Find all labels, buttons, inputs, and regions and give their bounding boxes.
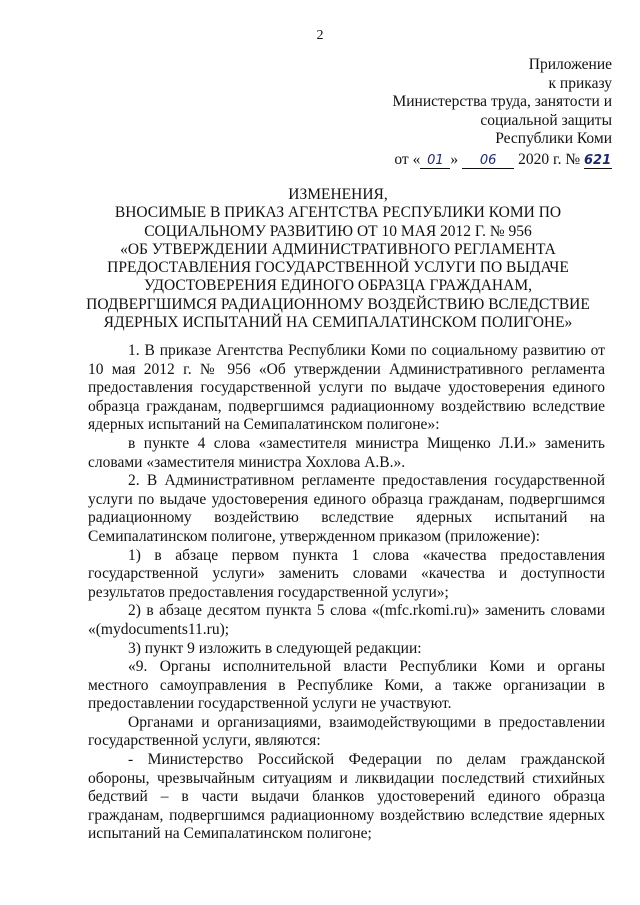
order-number-handwritten: 621 xyxy=(584,152,612,168)
title-line: ПРЕДОСТАВЛЕНИЯ ГОСУДАРСТВЕННОЙ УСЛУГИ ПО ВЫДАЧЕ xyxy=(107,259,569,277)
title-line: ЯДЕРНЫХ ИСПЫТАНИЙ НА СЕМИПАЛАТИНСКОМ ПОЛИГОНЕ» xyxy=(103,314,573,332)
order-year: 2020 г. № xyxy=(518,150,581,168)
title-line: УДОСТОВЕРЕНИЯ ЕДИНОГО ОБРАЗЦА ГРАЖДАНАМ, xyxy=(144,277,532,295)
appendix-block xyxy=(352,56,612,169)
title-line: ИЗМЕНЕНИЯ, xyxy=(288,186,388,203)
order-prefix: от « xyxy=(394,150,421,168)
body-paragraph: 1. В приказе Агентства Республики Коми по социальному развитию от 10 мая 2012 г. № 956 «Об утверждении Административного регламента предоставления государственной услуги по выдаче удостоверения единого образца гражданам, подвергшимся радиационному воздействию вследствие ядерных испытаний на Семипалатинском полигоне»: xyxy=(88,342,605,434)
page-number: 2 xyxy=(316,28,324,43)
order-date-line xyxy=(352,151,612,170)
order-mid: » xyxy=(450,150,459,168)
document-title xyxy=(78,186,598,332)
appendix-line: социальной защиты xyxy=(480,111,612,129)
body-paragraph: - Министерство Российской Федерации по делам гражданской обороны, чрезвычайным ситуациям и ликвидации последствий стихийных бедствий – в части выдачи бланков удостоверений единого образца гражданам, подвергшимся радиационному воздействию вследствие ядерных испытаний на Семипалатинском полигоне; xyxy=(88,751,605,843)
title-line: ВНОСИМЫЕ В ПРИКАЗ АГЕНТСТВА РЕСПУБЛИКИ КОМИ ПО xyxy=(114,204,562,222)
title-line: СОЦИАЛЬНОМУ РАЗВИТИЮ ОТ 10 МАЯ 2012 Г. № 956 xyxy=(144,222,532,240)
body-paragraph: 1) в абзаце первом пункта 1 слова «качества предоставления государственной услуги» заменить словами «качества и доступности результатов предоставления государственной услуги»; xyxy=(88,546,605,601)
appendix-line: к приказу xyxy=(548,74,612,92)
body-paragraph: 2) в абзаце десятом пункта 5 слова «(mfc.rkomi.ru)» заменить словами «(mydocuments11.ru); xyxy=(88,602,605,638)
title-line: «ОБ УТВЕРЖДЕНИИ АДМИНИСТРАТИВНОГО РЕГЛАМЕНТА xyxy=(120,240,556,258)
body-paragraph: «9. Органы исполнительной власти Республики Коми и органы местного самоуправления в Республике Коми, а также организации в предоставлении государственной услуги не участвуют. xyxy=(88,658,605,713)
body-paragraph: в пункте 4 слова «заместителя министра Мищенко Л.И.» заменить словами «заместителя министра Хохлова А.В.». xyxy=(88,434,605,471)
appendix-line: Приложение xyxy=(528,56,612,73)
body-paragraph: 3) пункт 9 изложить в следующей редакции: xyxy=(128,639,422,657)
appendix-line: Республики Коми xyxy=(495,130,612,147)
document-body xyxy=(88,342,605,844)
appendix-line: Министерства труда, занятости и xyxy=(392,93,612,110)
order-day-handwritten: 01 xyxy=(420,154,450,169)
body-paragraph: Органами и организациями, взаимодействующими в предоставлении государственной услуги, являются: xyxy=(88,713,605,750)
order-month-handwritten: 06 xyxy=(462,154,514,169)
title-line: ПОДВЕРГШИМСЯ РАДИАЦИОННОМУ ВОЗДЕЙСТВИЮ ВСЛЕДСТВИЕ xyxy=(86,295,590,313)
body-paragraph: 2. В Административном регламенте предоставления государственной услуги по выдаче удостоверения единого образца гражданам, подвергшимся радиационному воздействию вследствие ядерных испытаний на Семипалатинском полигоне, утвержденном приказом (приложение): xyxy=(88,472,605,545)
